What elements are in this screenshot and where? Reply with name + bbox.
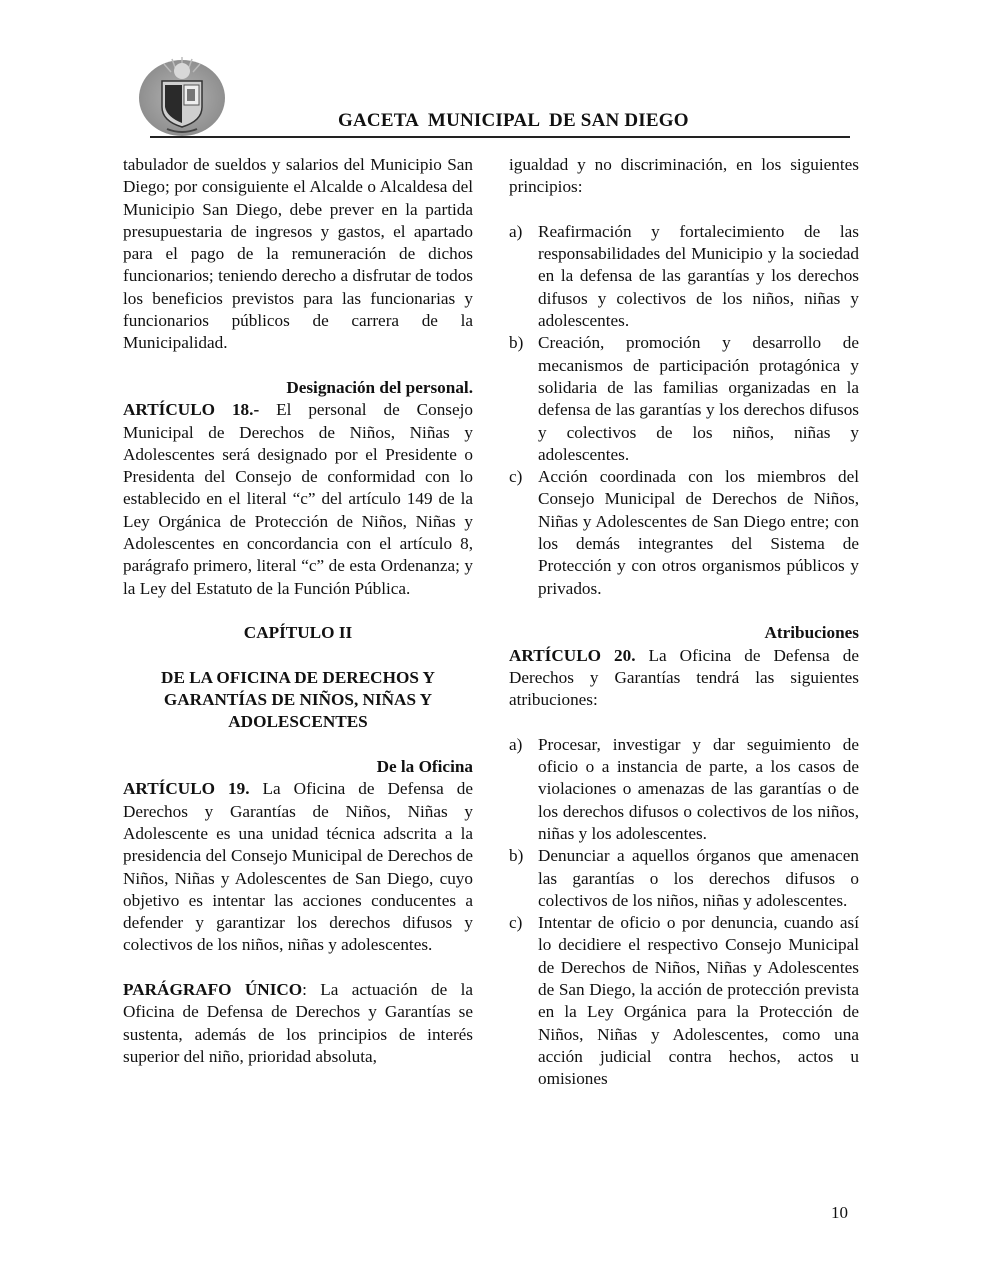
list-item-text: Acción coordinada con los miembros del Consejo Municipal de Derechos de Niños, Niñas y Adolescentes de San Diego entre; con los demás integrantes del Sistema de Protección y con otros organismos públicos y privados. — [538, 467, 859, 598]
chapter-number: CAPÍTULO II — [243, 623, 353, 643]
list-marker: c) — [509, 913, 523, 933]
article-20-text: La Oficina de Defensa de Derechos y Garantías tendrá las siguientes atribuciones: — [509, 645, 859, 710]
article-19-body — [123, 778, 473, 956]
list-item-text: Creación, promoción y desarrollo de mecanismos de participación protagónica y solidaria de las familias organizadas en la defensa de las garantías y los derechos difusos y colectivos de los niños, niñas y adolescentes. — [538, 333, 859, 464]
header-divider — [150, 136, 850, 138]
chapter-title-line-2: GARANTÍAS DE NIÑOS, NIÑAS Y — [163, 690, 433, 710]
chapter-title — [123, 667, 473, 734]
gazette-title: GACETA MUNICIPAL DE SAN DIEGO — [338, 110, 689, 131]
list-marker: a) — [509, 221, 523, 241]
chapter-title-line-1: DE LA OFICINA DE DERECHOS Y — [161, 667, 435, 687]
list-marker: b) — [509, 333, 524, 353]
list-marker: c) — [509, 467, 523, 487]
salary-paragraph: tabulador de sueldos y salarios del Municipio San Diego; por consiguiente el Alcalde o Alcaldesa del Municipio San Diego, debe prever en la partida presupuestaria de ingresos y gastos, el apartado para el pago de la remuneración de dichos funcionarios; teniendo derecho a disfrutar de todos los beneficios previstos para las funcionarias y funcionarios públicos de carrera de la Municipalidad. — [123, 155, 473, 353]
article-19-heading: De la Oficina — [376, 757, 473, 777]
list-item-text: Denunciar a aquellos órganos que amenacen las garantías o los derechos difusos o colectivos de los niños, niñas y adolescentes. — [538, 846, 859, 910]
principles-intro: igualdad y no discriminación, en los siguientes principios: — [509, 155, 859, 197]
chapter-title-line-3: ADOLESCENTES — [228, 712, 368, 732]
list-item — [509, 332, 859, 466]
article-18-body — [123, 399, 473, 600]
article-20-heading: Atribuciones — [764, 623, 859, 643]
list-marker: a) — [509, 734, 523, 754]
left-column — [123, 154, 473, 1068]
article-18-text: El personal de Consejo Municipal de Derechos de Niños, Niñas y Adolescentes será designado por el Presidente o Presidenta del Consejo de conformidad con lo establecido en el literal “c” del artículo 149 de la Ley Orgánica de Protección de Niños, Niñas y Adolescentes en concordancia con el artículo 8, parágrafo primero, literal “c” de esta Ordenanza; y la Ley del Estatuto de la Función Pública. — [123, 400, 473, 598]
list-item — [509, 466, 859, 600]
article-20-body — [509, 645, 859, 712]
list-item-text: Reafirmación y fortalecimiento de las responsabilidades del Municipio y la sociedad en la defensa de las garantías y los derechos difusos y colectivos de los niños, niñas y adolescentes. — [538, 221, 859, 331]
attributions-list — [509, 734, 859, 1091]
paragrafo-unico-label: PARÁGRAFO ÚNICO — [123, 979, 303, 999]
list-item — [509, 734, 859, 845]
article-19-text: La Oficina de Defensa de Derechos y Garantías de Niños, Niñas y Adolescente es una unidad técnica adscrita a la presidencia del Consejo Municipal de Derechos de Niños, Niñas y Adolescentes de San Diego, cuyo objetivo es intentar las acciones conducentes a defender y garantizar los derechos difusos y colectivos de los niños, niñas y adolescentes. — [123, 779, 473, 955]
paragrafo-unico-text: : La actuación de la Oficina de Defensa de Derechos y Garantías se sustenta, además de los principios de interés superior del niño, prioridad absoluta, — [123, 979, 473, 1066]
article-18-heading: Designación del personal. — [286, 377, 473, 397]
list-item-text: Intentar de oficio o por denuncia, cuando así lo decidiere el respectivo Consejo Municipal de Derechos de Niños, Niñas y Adolescentes de San Diego, la acción de protección prevista en la Ley Orgánica para la Protección de Niños, Niñas y Adolescentes, como una acción judicial contra hechos, actos u omisiones — [538, 913, 859, 1089]
paragrafo-unico — [123, 979, 473, 1068]
list-item-text: Procesar, investigar y dar seguimiento de oficio o a instancia de parte, a los casos de violaciones o amenazas de las garantías o de los derechos difusos o colectivos de los niños, niñas y los adolescentes. — [538, 734, 859, 843]
page-number: 10 — [831, 1203, 848, 1222]
list-item — [509, 845, 859, 912]
right-column — [509, 154, 859, 1090]
list-item — [509, 912, 859, 1090]
list-item — [509, 221, 859, 332]
article-19-label: ARTÍCULO 19. — [123, 779, 250, 799]
list-marker: b) — [509, 846, 524, 866]
municipal-coat-of-arms-logo — [137, 55, 227, 137]
article-18-label: ARTÍCULO 18.- — [123, 400, 260, 420]
article-20-label: ARTÍCULO 20. — [509, 645, 636, 665]
principles-list — [509, 221, 859, 600]
